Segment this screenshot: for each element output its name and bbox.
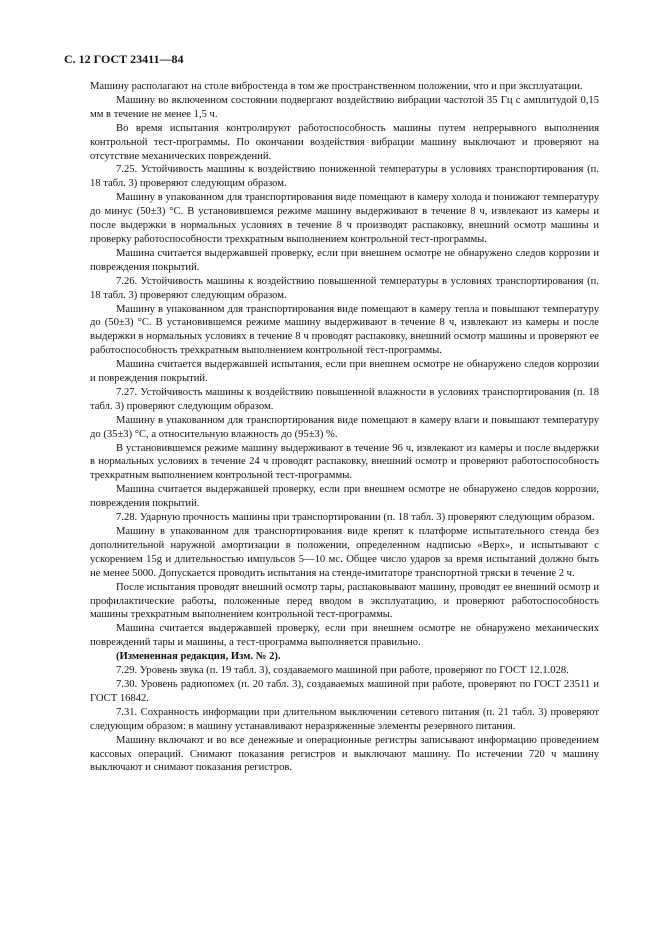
paragraph-heat-result: Машина считается выдержавшей испытания, если при внешнем осмотре не обнаружено следов коррозии и повреждения покрытий. xyxy=(90,359,599,385)
paragraph-after-test: После испытания проводят внешний осмотр тары, распаковывают машину, проводят ее внешний осмотр и профилактические работы, положенные перед вводом в эксплуатацию, и проверяют работоспособность машины трехкратным выполнением контрольной тест-программы. xyxy=(90,581,599,621)
clause-7-31: 7.31. Сохранность информации при длительном выключении сетевого питания (п. 21 табл. 3) проверяют следующим образом: в машину устанавливают неразряженные элементы резервного питания. xyxy=(90,706,599,732)
paragraph-cold-result: Машина считается выдержавшей проверку, если при внешнем осмотре не обнаружено следов коррозии и повреждения покрытий. xyxy=(90,247,599,273)
paragraph-registers: Машину включают и во все денежные и операционные регистры записывают информацию проведением кассовых операций. Снимают показания регистров и выключают машину. По истечении 720 ч машину выключают и снимают показания регистров. xyxy=(90,734,599,774)
clause-7-29: 7.29. Уровень звука (п. 19 табл. 3), создаваемого машиной при работе, проверяют по ГОСТ 12.1.028. xyxy=(116,665,569,677)
page-header: С. 12 ГОСТ 23411—84 xyxy=(64,52,184,66)
clause-7-28: 7.28. Ударную прочность машины при транспортировании (п. 18 табл. 3) проверяют следующим образом. xyxy=(116,512,595,524)
document-body xyxy=(64,80,599,775)
paragraph-heat-chamber: Машину в упакованном для транспортирования виде помещают в камеру тепла и повышают температуру до (50±3) °С. В установившемся режиме машину выдерживают в течение 8 ч, извлекают из камеры и после выдержки в нормальных условиях в течение 8 ч проводят распаковку, внешний осмотр машины и проверяют ее работоспособность трехкратным выполнением контрольной тест-программы. xyxy=(90,303,599,357)
amendment-note: (Измененная редакция, Изм. № 2). xyxy=(116,651,281,663)
paragraph-shock-result: Машина считается выдержавшей проверку, если при внешнем осмотре не обнаружено механических повреждений тары и машины, а тест-программа выполняется правильно. xyxy=(90,623,599,649)
paragraph-eq-position: Машину располагают на столе вибростенда в том же пространственном положении, что и при эксплуатации. xyxy=(90,81,583,92)
clause-7-27: 7.27. Устойчивость машины к воздействию повышенной влажности в условиях транспортирования (п. 18 табл. 3) проверяют следующим образом. xyxy=(90,386,599,412)
paragraph-shock-test: Машину в упакованном для транспортирования виде крепят к платформе испытательного стенда без дополнительной наружной амортизации в положении, определенном надписью «Верх», и испытывают с ускорением 15g и длительностью импульсов 5—10 мс. Общее число ударов за время испытаний должно быть не менее 5000. Допускается проводить испытания на стенде-имитаторе транспортной тряски в течение 2 ч. xyxy=(90,526,599,579)
clause-7-26: 7.26. Устойчивость машины к воздействию повышенной температуры в условиях транспортирования (п. 18 табл. 3) проверяют следующим образом. xyxy=(90,275,599,301)
paragraph-cold-chamber: Машину в упакованном для транспортирования виде помещают в камеру холода и понижают температуру до минус (50±3) °С. В установившемся режиме машину выдерживают в течение 8 ч, извлекают из камеры и после выдержки в нормальных условиях в течение 8 ч производят распаковку, внешний осмотр машины и проверку работоспособности трехкратным выполнением контрольной тест-программы. xyxy=(90,192,599,245)
clause-7-30: 7.30. Уровень радиопомех (п. 20 табл. 3), создаваемых машиной при работе, проверяют по ГОСТ 23511 и ГОСТ 16842. xyxy=(90,678,599,704)
paragraph-vibration: Машину во включенном состоянии подвергают воздействию вибрации частотой 35 Гц с амплитудой 0,15 мм в течение не менее 1,5 ч. xyxy=(90,94,599,120)
paragraph-humidity-mode: В установившемся режиме машину выдерживают в течение 96 ч, извлекают из камеры и после выдержки в нормальных условиях в течение 24 ч проводят распаковку, внешний осмотр и проверяют работоспособность трехкратным выполнением контрольной тест-программы. xyxy=(90,442,599,482)
paragraph-humidity-chamber: Машину в упакованном для транспортирования виде помещают в камеру влаги и повышают температуру до (35±3) °С, а относительную влажность до (95±3) %. xyxy=(90,414,599,440)
paragraph-vibration-control: Во время испытания контролируют работоспособность машины путем непрерывного выполнения контрольной тест-программы. По окончании воздействия вибрации машину выключают и проверяют на отсутствие механических повреждений. xyxy=(90,122,599,162)
clause-7-25: 7.25. Устойчивость машины к воздействию пониженной температуры в условиях транспортирования (п. 18 табл. 3) проверяют следующим образом. xyxy=(90,164,599,190)
paragraph-humidity-result: Машина считается выдержавшей проверку, если при внешнем осмотре не обнаружено следов коррозии, повреждения покрытий. xyxy=(90,484,599,510)
